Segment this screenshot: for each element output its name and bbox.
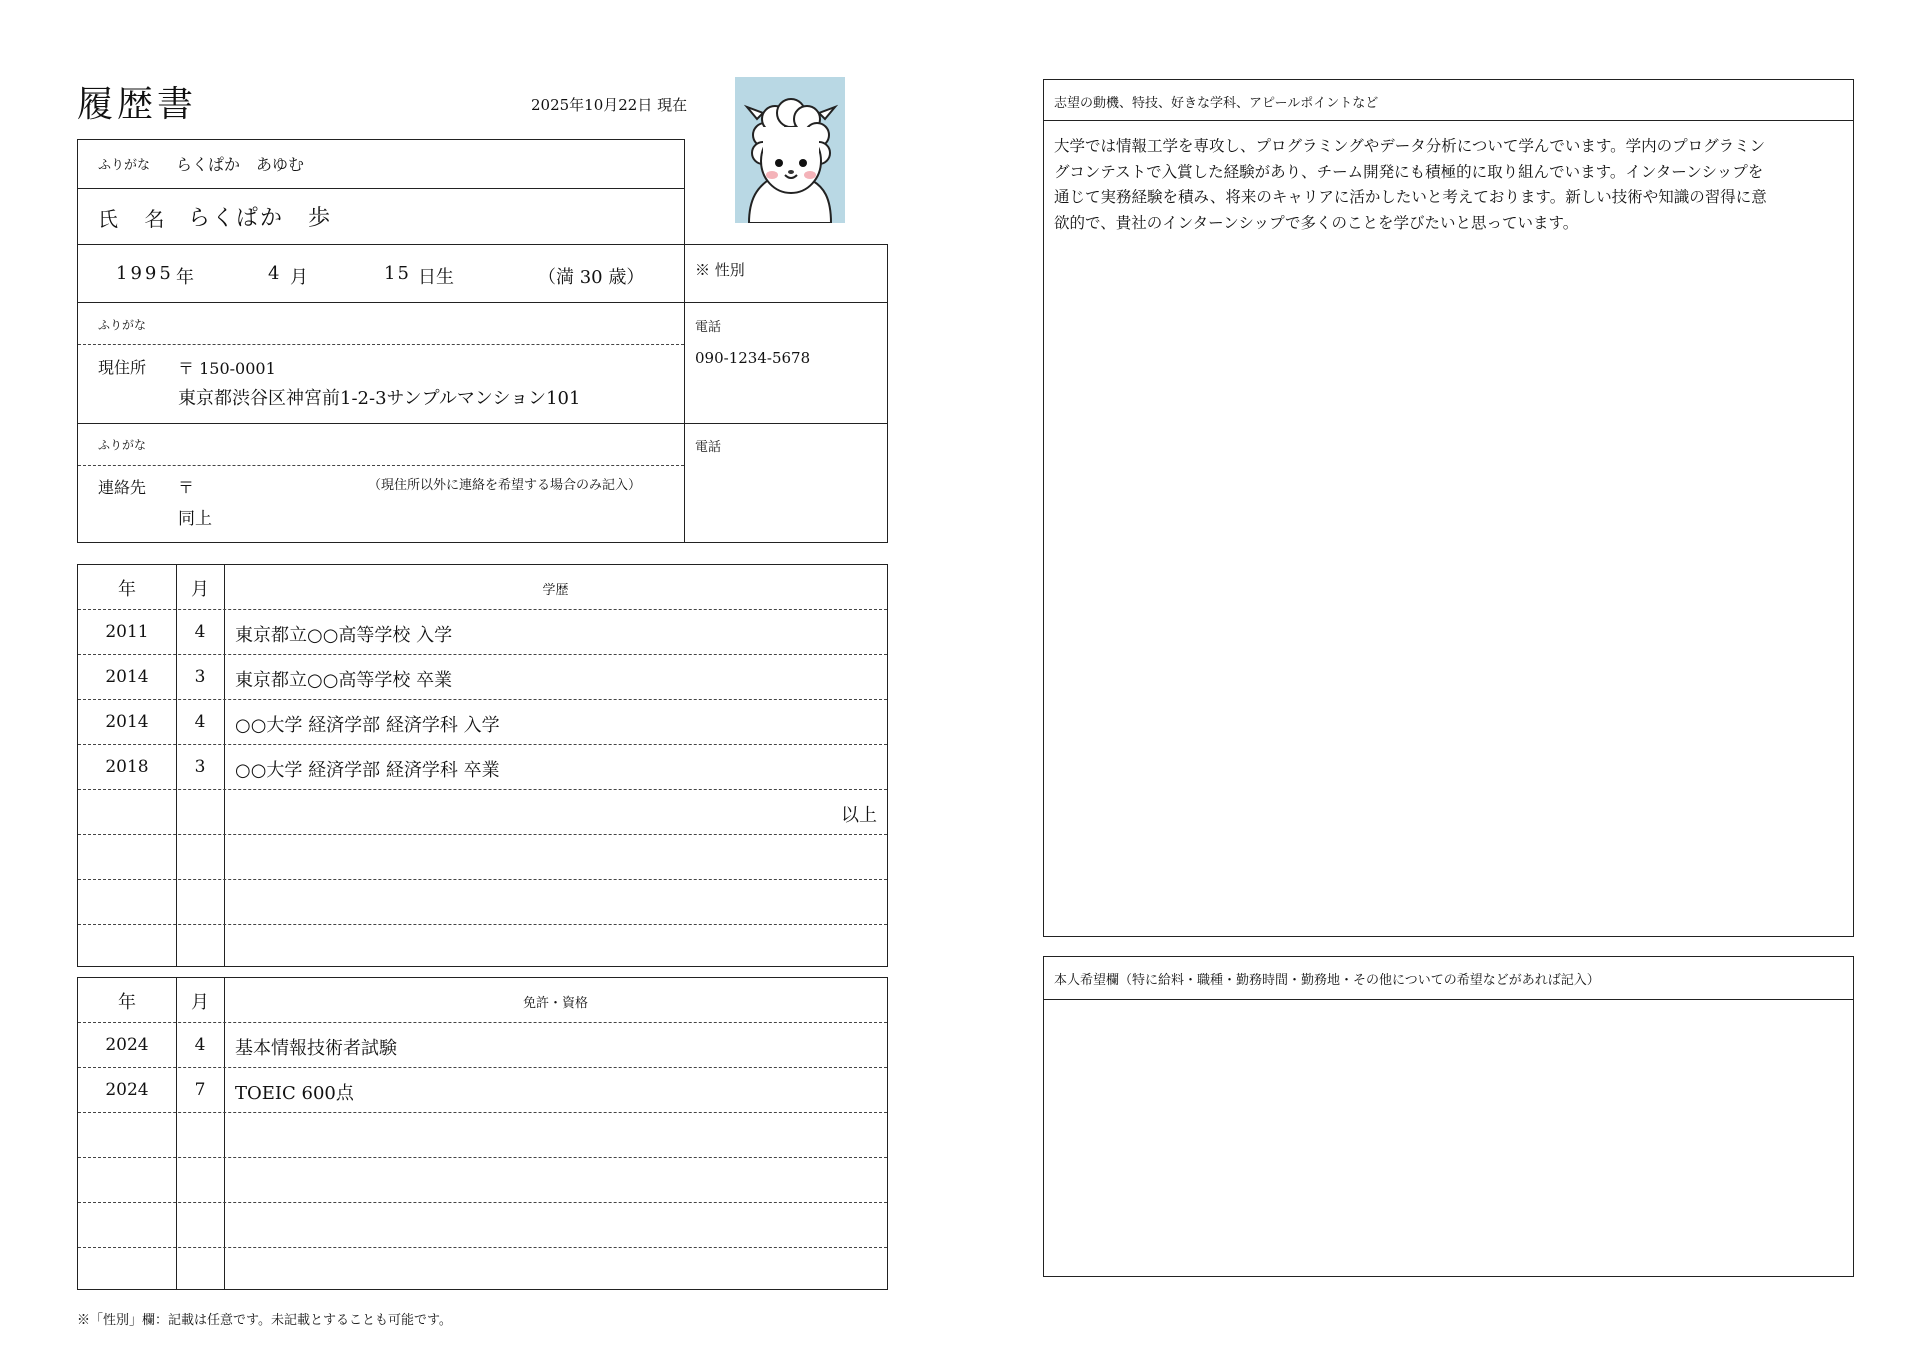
address-postal: 〒 150-0001 [178, 359, 276, 378]
motivation-text [1054, 134, 1843, 236]
row-year: 2014 [105, 667, 149, 687]
birth-month: 4 [268, 263, 280, 284]
motivation-line: 大学では情報工学を専攻し、プログラミングやデータ分析について学んでいます。学内のプログラミン [1054, 137, 1766, 155]
row-month: 4 [194, 1035, 206, 1055]
name-value: らくぱか 歩 [188, 206, 333, 231]
row-month: 4 [194, 622, 206, 642]
furigana-label: ふりがな [98, 158, 151, 173]
education-table [77, 564, 888, 967]
row-text: TOEIC 600点 [235, 1083, 354, 1104]
row-year: 2024 [105, 1035, 149, 1055]
wishes-header: 本人希望欄（特に給料・職種・勤務時間・勤務地・その他についての希望などがあれば記入） [1054, 973, 1600, 988]
contact-phone-label: 電話 [695, 440, 722, 455]
col-month: 月 [191, 579, 209, 600]
contact-furigana-label: ふりがな [98, 438, 147, 452]
row-text: 東京都立○○高等学校 卒業 [235, 670, 453, 691]
divider [1044, 120, 1853, 121]
motivation-line: 欲的で、貴社のインターンシップで多くのことを学びたいと思っています。 [1054, 213, 1579, 232]
address-label: 現住所 [98, 358, 147, 377]
row-year: 2011 [105, 622, 149, 642]
row-text: ○○大学 経済学部 経済学科 卒業 [235, 760, 500, 781]
divider [78, 302, 887, 303]
col-month: 月 [191, 992, 209, 1013]
divider [78, 1202, 887, 1203]
motivation-header: 志望の動機、特技、好きな学科、アピールポイントなど [1054, 96, 1379, 111]
footnote: ※「性別」欄：記載は任意です。未記載とすることも可能です。 [77, 1313, 452, 1328]
contact-label: 連絡先 [98, 478, 147, 497]
personal-info-block [77, 244, 888, 543]
row-text: 東京都立○○高等学校 入学 [235, 625, 453, 646]
table-row [78, 744, 887, 789]
row-year: 2024 [105, 1080, 149, 1100]
divider [78, 879, 887, 880]
birth-day: 15 [384, 263, 411, 284]
table-row [78, 609, 887, 654]
divider [1044, 999, 1853, 1000]
divider [78, 1157, 887, 1158]
alpaca-icon [735, 77, 845, 223]
row-year: 2014 [105, 712, 149, 732]
divider [78, 465, 684, 466]
col-title: 免許・資格 [522, 996, 588, 1011]
birth-day-unit: 日生 [418, 267, 454, 288]
divider [78, 924, 887, 925]
row-year: 2018 [105, 757, 149, 777]
birth-year: 1995 [116, 263, 174, 284]
gender-label: ※ 性別 [695, 261, 745, 279]
row-month: 4 [194, 712, 206, 732]
col-title: 学歴 [542, 583, 569, 598]
row-month: 3 [194, 757, 206, 777]
contact-note: （現住所以外に連絡を希望する場合のみ記入） [368, 478, 642, 493]
address-phone: 090-1234-5678 [695, 349, 811, 367]
address-line: 東京都渋谷区神宮前1-2-3サンプルマンション101 [178, 388, 581, 409]
address-furigana-label: ふりがな [98, 318, 147, 332]
row-text: ○○大学 経済学部 経済学科 入学 [235, 715, 500, 736]
col-year: 年 [118, 579, 136, 600]
motivation-line: 通じて実務経験を積み、将来のキャリアに活かしたいと考えております。新しい技術や知識の習得に意 [1054, 188, 1767, 206]
table-row [78, 789, 887, 834]
name-label: 氏 名 [98, 207, 175, 231]
motivation-line: グコンテストで入賞した経験があり、チーム開発にも積極的に取り組んでいます。インターンシップを [1054, 162, 1764, 181]
row-month: 3 [194, 667, 206, 687]
divider [78, 1247, 887, 1248]
age: （満 30 歳） [538, 267, 645, 288]
licenses-table [77, 977, 888, 1290]
divider [78, 423, 887, 424]
divider [78, 834, 887, 835]
contact-postal: 〒 [178, 478, 195, 497]
col-year: 年 [118, 992, 136, 1013]
photo [735, 77, 845, 223]
end-mark: 以上 [841, 805, 877, 826]
row-month: 7 [194, 1080, 206, 1100]
as-of-date: 2025年10月22日 現在 [531, 96, 688, 114]
divider [684, 245, 685, 542]
table-row [78, 654, 887, 699]
birth-month-unit: 月 [290, 267, 308, 288]
birth-year-unit: 年 [176, 267, 194, 288]
table-row [78, 699, 887, 744]
table-row [78, 1067, 887, 1112]
furigana-value: らくぱか あゆむ [176, 155, 305, 174]
table-header [78, 978, 887, 1023]
contact-line: 同上 [178, 509, 212, 529]
table-row [78, 1022, 887, 1067]
address-phone-label: 電話 [695, 320, 722, 335]
resume-title: 履歴書 [77, 84, 198, 125]
divider [78, 188, 684, 189]
row-text: 基本情報技術者試験 [235, 1038, 397, 1059]
wishes-box [1043, 956, 1854, 1277]
divider [78, 344, 684, 345]
divider [78, 1112, 887, 1113]
motivation-box [1043, 79, 1854, 937]
name-block [77, 139, 685, 245]
table-header [78, 565, 887, 610]
